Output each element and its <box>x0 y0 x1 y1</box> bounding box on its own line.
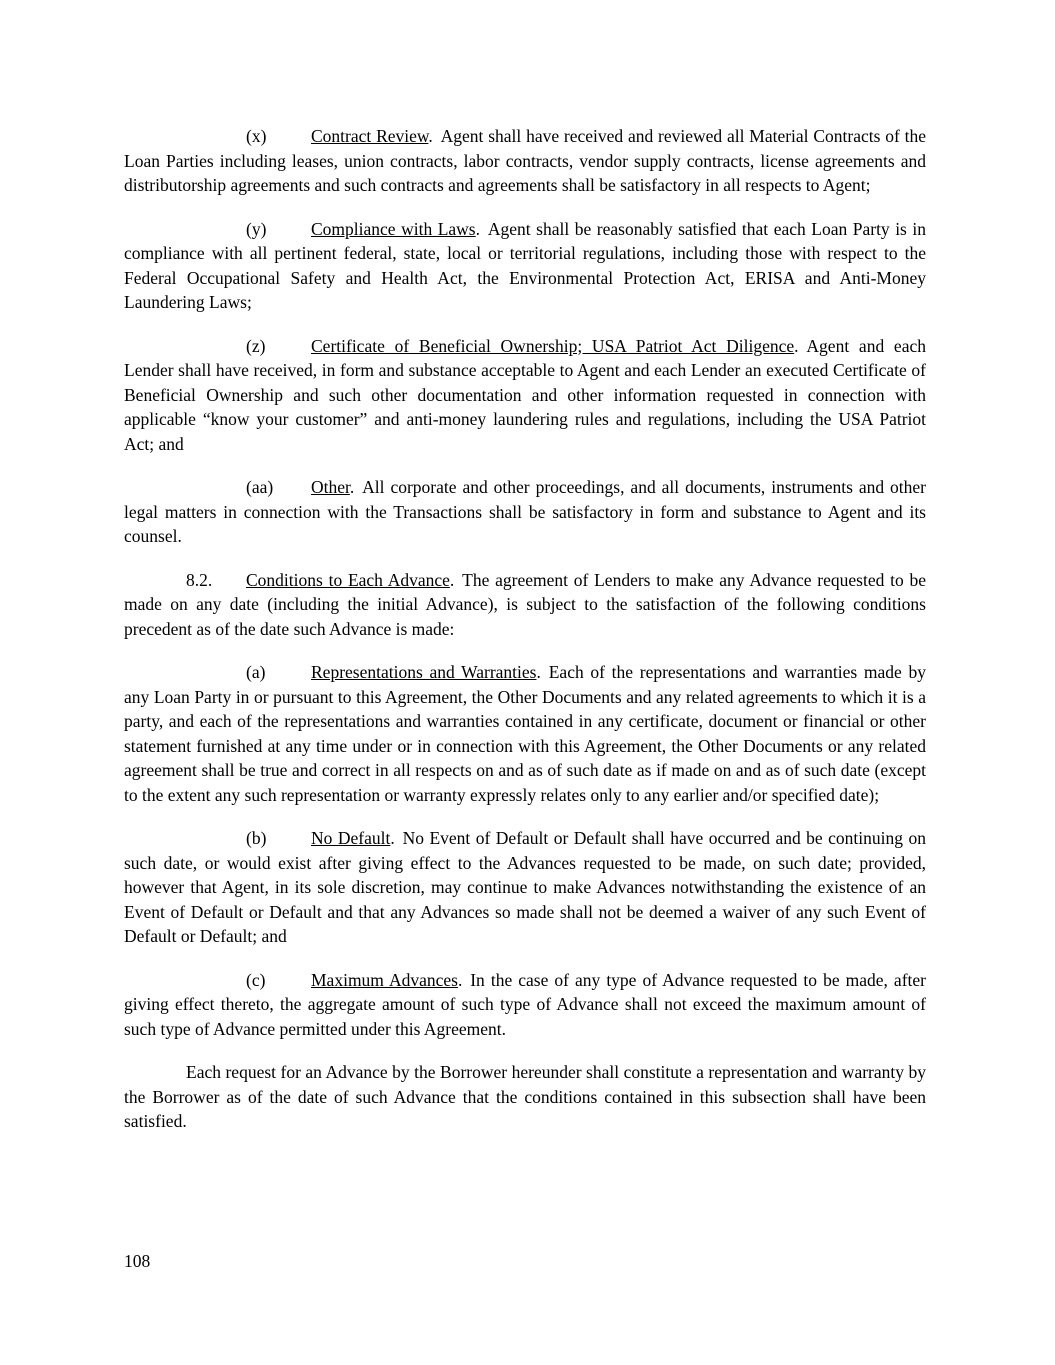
heading-separator: . <box>428 126 433 146</box>
page-number: 108 <box>124 1251 151 1271</box>
paragraph <box>124 124 926 198</box>
paragraph-heading: Representations and Warranties <box>311 662 537 682</box>
heading-separator: . <box>349 477 355 497</box>
paragraph <box>124 334 926 457</box>
paragraph-heading: Certificate of Beneficial Ownership; USA Patriot Act Diligence <box>311 335 795 356</box>
paragraph-body: Each request for an Advance by the Borrower hereunder shall constitute a representation and warranty by the Borrower as of the date of such Advance that the conditions contained in this subsection shall have been satisfied. <box>124 1062 926 1131</box>
paragraph-label: (b) <box>246 828 267 848</box>
heading-separator: . <box>457 969 463 990</box>
paragraph <box>124 660 926 807</box>
paragraph-label: (x) <box>246 126 267 146</box>
paragraph-heading: Maximum Advances <box>311 969 458 990</box>
document-body <box>124 124 926 1134</box>
paragraph <box>124 568 926 642</box>
paragraph-body: In the case of any type of Advance requested to be made, after giving effect thereto, the aggregate amount of such type of Advance shall not exceed the maximum amount of such type of Advance permitted under this Agreement. <box>124 969 926 1039</box>
heading-separator: . <box>449 569 455 590</box>
paragraph-heading: Compliance with Laws <box>311 218 476 239</box>
paragraph-body: Agent shall have received and reviewed all Material Contracts of the Loan Parties including leases, union contracts, labor contracts, vendor supply contracts, license agreements and distributorship agreements and such contracts and agreements shall be satisfactory in all respects to Agent; <box>124 126 926 195</box>
paragraph-label: (c) <box>246 969 266 990</box>
paragraph-heading: Other <box>311 477 350 497</box>
paragraph-body: No Event of Default or Default shall have occurred and be continuing on such date, or would exist after giving effect to the Advances requested to be made, on such date; provided, however that Agent, in its sole discretion, may continue to make Advances notwithstanding the existence of an Event of Default or Default and that any Advances so made shall not be deemed a waiver of any such Event of Default or Default; and <box>124 828 926 946</box>
paragraph-body: All corporate and other proceedings, and all documents, instruments and other legal matters in connection with the Transactions shall be satisfactory in form and substance to Agent and its counsel. <box>124 477 926 546</box>
paragraph-label: (z) <box>246 335 266 356</box>
paragraph-heading: Conditions to Each Advance <box>246 569 450 590</box>
paragraph-label: 8.2. <box>186 569 213 590</box>
paragraph-body: The agreement of Lenders to make any Advance requested to be made on any date (including the initial Advance), is subject to the satisfaction of the following conditions precedent as of the date such Advance is made: <box>124 569 926 639</box>
paragraph-body: Each of the representations and warranties made by any Loan Party in or pursuant to this Agreement, the Other Documents and any related agreements to which it is a party, and each of the representations and warranties contained in any certificate, document or financial or other statement furnished at any time under or in connection with this Agreement, the Other Documents or any related agreement shall be true and correct in all respects on and as of such date as if made on and as of such date (except to the extent any such representation or warranty expressly relates only to any earlier and/or specified date); <box>124 662 926 805</box>
paragraph-label: (a) <box>246 662 266 682</box>
paragraph-label: (y) <box>246 218 267 239</box>
paragraph-heading: No Default <box>311 828 391 848</box>
paragraph <box>124 475 926 549</box>
heading-separator: . <box>794 335 799 356</box>
paragraph <box>124 826 926 949</box>
paragraph <box>124 1060 926 1134</box>
heading-separator: . <box>390 828 395 848</box>
paragraph-body: Agent and each Lender shall have received, in form and substance acceptable to Agent and each Lender an executed Certificate of Beneficial Ownership and such other documentation and other information requested in connection with applicable “know your customer” and anti-money laundering rules and regulations, including the USA Patriot Act; and <box>124 335 926 454</box>
paragraph-label: (aa) <box>246 477 274 497</box>
paragraph-heading: Contract Review <box>311 126 429 146</box>
heading-separator: . <box>536 662 541 682</box>
paragraph <box>124 968 926 1042</box>
paragraph <box>124 217 926 315</box>
heading-separator: . <box>475 218 480 239</box>
paragraph-body: Agent shall be reasonably satisfied that each Loan Party is in compliance with all pertinent federal, state, local or territorial regulations, including those with respect to the Federal Occupational Safety and Health Act, the Environmental Protection Act, ERISA and Anti-Money Laundering Laws; <box>124 218 927 312</box>
